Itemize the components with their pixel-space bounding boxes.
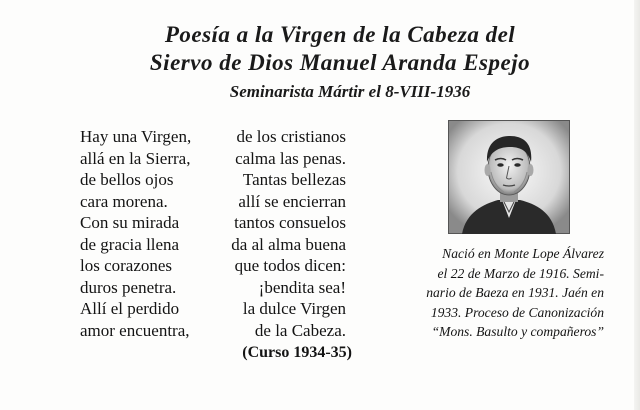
poem-line: de la Cabeza. <box>254 320 346 340</box>
poem-line: Tantas bellezas <box>242 170 346 189</box>
poem-line: los corazones <box>80 256 173 275</box>
portrait-image <box>448 120 570 234</box>
poem-line: de bellos ojos <box>80 170 174 189</box>
poem-line: Hay una Virgen, <box>80 127 192 146</box>
course-year: (Curso 1934-35) <box>242 344 352 361</box>
poem-line: da al alma buena <box>231 234 346 254</box>
poem-line: tantos consuelos <box>234 213 346 232</box>
poem-line: ¡bendita sea! <box>258 277 346 297</box>
caption-line: 1933. Proceso de Canonización <box>430 304 604 320</box>
poem-line: la dulce Virgen <box>242 299 346 318</box>
poem-line: Allí el perdido <box>80 299 180 318</box>
poem-line: de los cristianos <box>236 127 346 146</box>
caption-line: el 22 de Marzo de 1916. Semi- <box>437 265 604 281</box>
caption-line: Nació en Monte Lope Álvarez <box>442 246 604 261</box>
biography-caption <box>384 244 604 342</box>
poem-line: cara morena. <box>80 191 168 211</box>
poem-line: allí se encierran <box>238 191 346 211</box>
poem-line: calma las penas. <box>235 148 346 168</box>
poem-line: que todos dicen: <box>234 256 346 275</box>
poem-line: amor encuentra, <box>80 320 190 340</box>
caption-line: nario de Baeza en 1931. Jaén en <box>426 285 604 300</box>
subtitle: Seminarista Mártir el 8-VIII-1936 <box>229 82 471 101</box>
poem-line: allá en la Sierra, <box>80 148 191 168</box>
title-line-2: Siervo de Dios Manuel Aranda Espejo <box>149 50 531 75</box>
poem-left-column <box>80 126 191 341</box>
poem-line: Con su mirada <box>80 213 180 232</box>
poem-right-column <box>214 126 346 341</box>
title-line-1: Poesía a la Virgen de la Cabeza del <box>164 22 516 47</box>
caption-line: “Mons. Basulto y compañeros” <box>431 324 604 339</box>
poem-line: de gracia llena <box>80 234 180 254</box>
poem-line: duros penetra. <box>80 277 177 297</box>
